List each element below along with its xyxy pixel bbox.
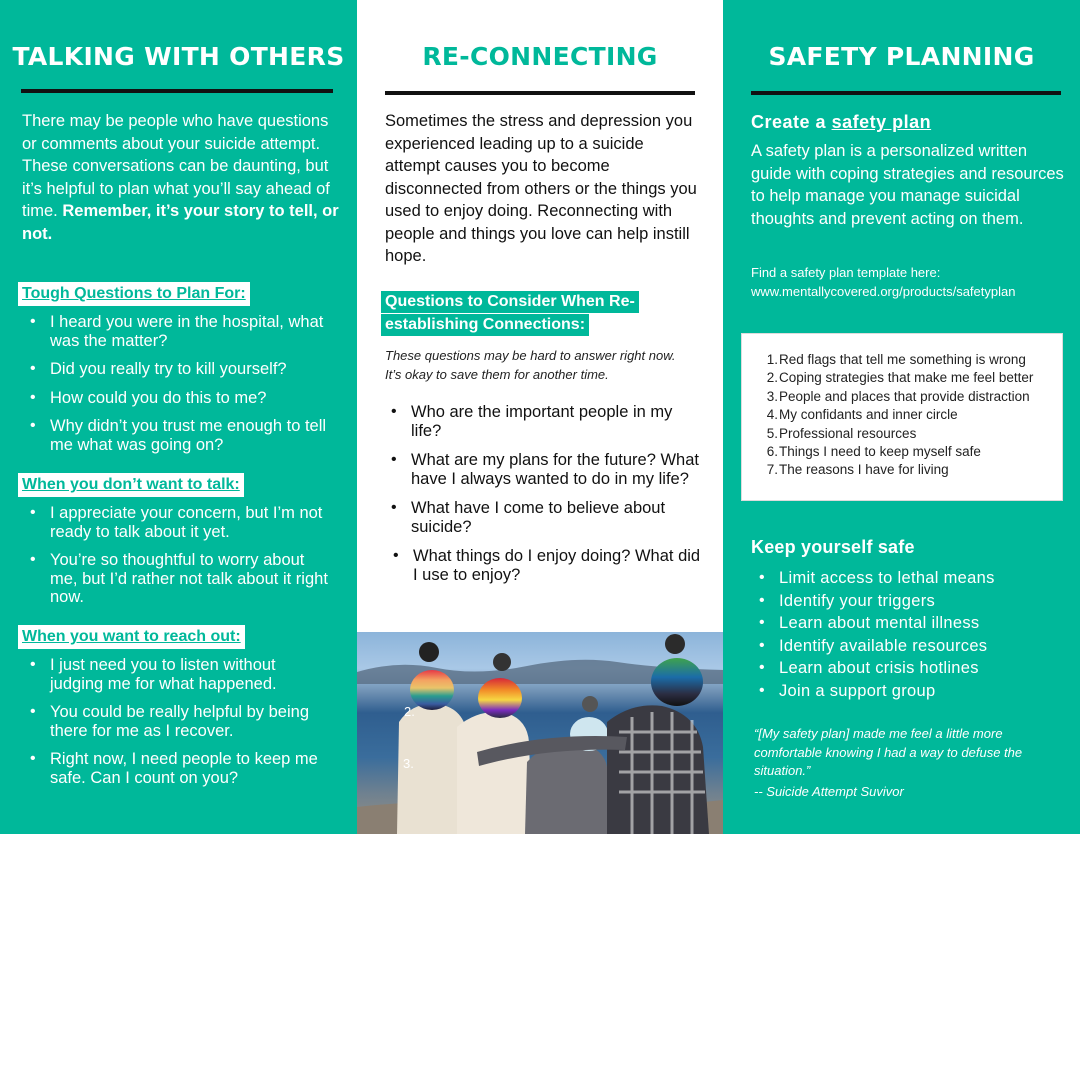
questions-list: [385, 403, 705, 584]
list-item: • I just need you to listen without judging me for what happened.: [30, 656, 277, 693]
safety-description: A safety plan is a personalized written guide with coping strategies and resources to help manage you manage suicidal thoughts and prevent acting on them.: [751, 142, 1064, 228]
list-item: • You’re so thoughtful to worry about me, but I’d rather not talk about it right now.: [30, 551, 328, 606]
list-item: • Why didn’t you trust me enough to tell me what was going on?: [30, 417, 327, 454]
photo-label-2: 2.: [404, 704, 415, 719]
keep-safe-list: [751, 567, 1071, 702]
talking-title: TALKING WITH OTHERS: [12, 42, 345, 71]
safety-title: SAFETY PLANNING: [768, 42, 1035, 71]
questions-note: These questions may be hard to answer right now. It’s okay to save them for another time.: [385, 348, 676, 382]
keep-safe-heading: Keep yourself safe: [751, 537, 915, 557]
talking-divider: [21, 89, 333, 93]
create-prefix: Create a: [751, 112, 827, 132]
reach-out-heading: When you want to reach out:: [18, 625, 245, 649]
questions-heading-line1: Questions to Consider When Re-: [381, 291, 639, 313]
talking-intro: [22, 110, 340, 245]
list-item: • Learn about mental illness: [759, 614, 980, 632]
list-item: 4.My confidants and inner circle: [766, 407, 958, 423]
talking-panel: [0, 0, 357, 834]
dont-want-talk-heading: When you don’t want to talk:: [18, 473, 244, 497]
list-item: 1.Red flags that tell me something is wrong: [766, 352, 1026, 367]
questions-heading-line2: establishing Connections:: [381, 314, 589, 336]
list-item: 6.Things I need to keep myself safe: [766, 444, 981, 460]
reconnecting-intro: Sometimes the stress and depression you experienced leading up to a suicide attempt causes you to become disconnected from others or the things you used to enjoy doing. Reconnecting with people and things you love can help instill hope.: [385, 112, 697, 265]
list-item: 7.The reasons I have for living: [766, 462, 949, 478]
reach-out-list: [22, 656, 332, 787]
list-item: 2.Coping strategies that make me feel better: [766, 370, 1034, 386]
list-item: • Identify available resources: [759, 636, 988, 655]
list-item: • Learn about crisis hotlines: [759, 659, 979, 677]
safety-plan-list: [764, 351, 1033, 480]
list-item: • Join a support group: [759, 681, 936, 700]
list-item: • Right now, I need people to keep me safe. Can I count on you?: [30, 750, 318, 787]
family-lake-illustration: [357, 632, 723, 834]
template-info: [751, 263, 1015, 301]
dont-want-talk-list: [22, 504, 332, 607]
family-lake-photo: [357, 632, 723, 834]
template-url[interactable]: www.mentallycovered.org/products/safetyplan: [751, 284, 1016, 299]
list-item: • I heard you were in the hospital, what was the matter?: [30, 313, 324, 350]
safety-plan-link[interactable]: safety plan: [831, 112, 932, 132]
tough-questions-list: [22, 313, 332, 454]
talking-intro-bold: Remember, it’s your story to tell, or not.: [22, 202, 339, 243]
talking-intro-text: There may be people who have questions or comments about your suicide attempt. These conversations can be daunting, but it’s helpful to plan what you’ll say ahead of time.: [22, 112, 330, 220]
testimonial-quote: “[My safety plan] made me feel a little more comfortable knowing I had a way to defuse the situation.”: [754, 726, 1023, 778]
create-safety-plan-heading: [751, 112, 931, 133]
photo-label-3: 3.: [403, 756, 414, 771]
list-item: • What have I come to believe about suicide?: [391, 499, 666, 536]
reconnecting-divider: [385, 91, 695, 95]
safety-divider: [751, 91, 1061, 95]
list-item: • What are my plans for the future? What have I always wanted to do in my life?: [391, 451, 699, 488]
tough-questions-heading: Tough Questions to Plan For:: [18, 282, 250, 306]
list-item: 3.People and places that provide distraction: [766, 388, 1030, 404]
testimonial-attribution: -- Suicide Attempt Suvivor: [754, 784, 904, 799]
list-item: 5.Professional resources: [766, 425, 917, 441]
list-item: • Who are the important people in my life?: [391, 403, 673, 440]
list-item: • How could you do this to me?: [30, 388, 267, 407]
list-item: • Limit access to lethal means: [759, 569, 995, 587]
list-item: • You could be really helpful by being there for me as I recover.: [30, 703, 309, 740]
list-item: • What things do I enjoy doing? What did I use to enjoy?: [393, 547, 701, 584]
template-label: Find a safety plan template here:: [751, 265, 941, 280]
safety-plan-box: [741, 333, 1063, 501]
reconnecting-title: RE-CONNECTING: [422, 42, 658, 71]
list-item: • Did you really try to kill yourself?: [30, 360, 287, 378]
list-item: • Identify your triggers: [759, 591, 936, 610]
list-item: • I appreciate your concern, but I’m not ready to talk about it yet.: [30, 504, 323, 541]
